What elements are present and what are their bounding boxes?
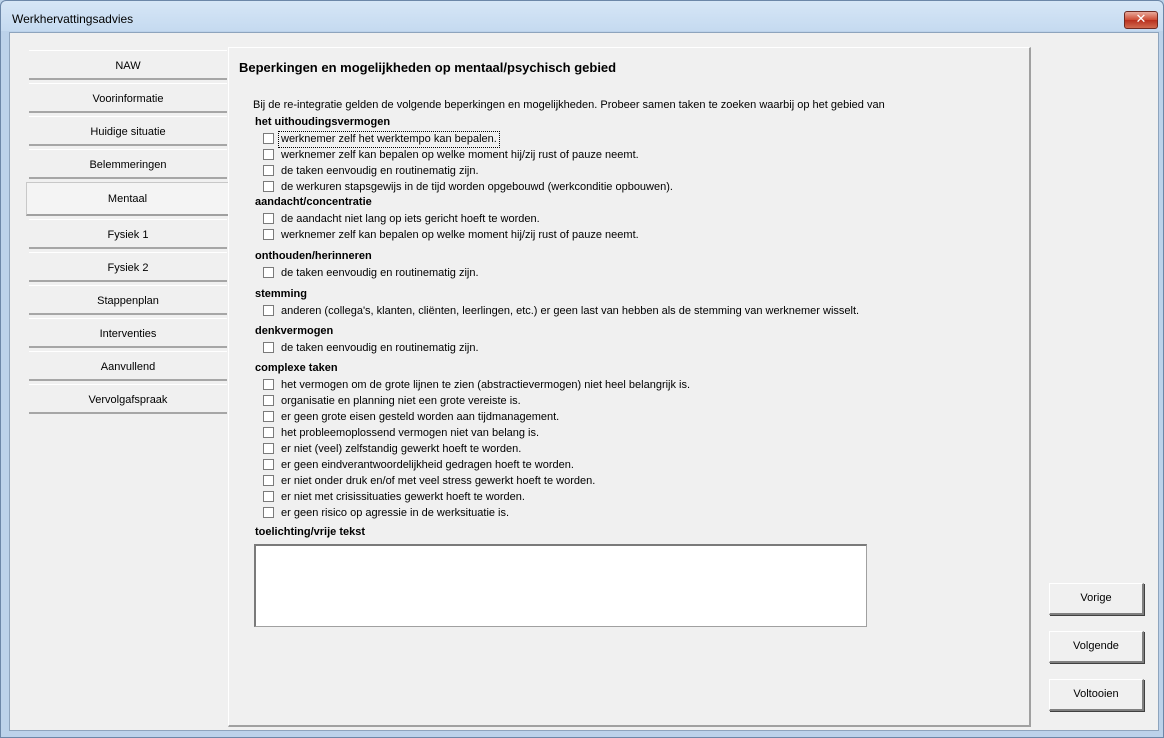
dialog-body (9, 32, 1159, 731)
finish-button[interactable]: Voltooien (1049, 679, 1144, 711)
checkbox-label: er niet onder druk en/of met veel stress gewerkt hoeft te worden. (281, 475, 596, 487)
tab-fysiek-1[interactable]: Fysiek 1 (29, 219, 227, 249)
tab-belemmeringen[interactable]: Belemmeringen (29, 149, 227, 179)
checkbox-label: het vermogen om de grote lijnen te zien (abstractievermogen) niet heel belangrijk is. (281, 379, 691, 391)
tab-vervolgafspraak[interactable]: Vervolgafspraak (29, 384, 227, 414)
checkbox-label: organisatie en planning niet een grote vereiste is. (281, 395, 521, 407)
checkbox-label: anderen (collega's, klanten, cliënten, leerlingen, etc.) er geen last van hebben als de stemming van werknemer wisselt. (281, 305, 860, 317)
checkbox-label: er geen eindverantwoordelijkheid gedragen hoeft te worden. (281, 459, 574, 471)
checkbox[interactable] (263, 229, 274, 240)
notes-label: toelichting/vrije tekst (255, 526, 366, 538)
checkbox[interactable] (263, 443, 274, 454)
checkbox-label: er niet met crisissituaties gewerkt hoeft te worden. (281, 491, 525, 503)
section-heading: stemming (255, 288, 307, 300)
checkbox-label: werknemer zelf het werktempo kan bepalen. (281, 133, 497, 145)
checkbox[interactable] (263, 267, 274, 278)
tab-naw[interactable]: NAW (29, 50, 227, 80)
checkbox[interactable] (263, 379, 274, 390)
tab-voorinformatie[interactable]: Voorinformatie (29, 83, 227, 113)
section-heading: aandacht/concentratie (255, 196, 372, 208)
intro-text: Bij de re-integratie gelden de volgende beperkingen en mogelijkheden. Probeer samen taken te zoeken waarbij op het gebied van (253, 99, 885, 111)
checkbox[interactable] (263, 427, 274, 438)
checkbox-label: de aandacht niet lang op iets gericht hoeft te worden. (281, 213, 540, 225)
checkbox[interactable] (263, 507, 274, 518)
tab-fysiek-2[interactable]: Fysiek 2 (29, 252, 227, 282)
tab-mentaal[interactable]: Mentaal (26, 182, 229, 216)
notes-textarea[interactable] (254, 544, 867, 627)
checkbox-label: werknemer zelf kan bepalen op welke moment hij/zij rust of pauze neemt. (281, 149, 639, 161)
checkbox[interactable] (263, 305, 274, 316)
tab-stappenplan[interactable]: Stappenplan (29, 285, 227, 315)
checkbox[interactable] (263, 213, 274, 224)
checkbox[interactable] (263, 411, 274, 422)
page-title: Beperkingen en mogelijkheden op mentaal/psychisch gebied (239, 60, 617, 75)
checkbox[interactable] (263, 181, 274, 192)
checkbox-label: het probleemoplossend vermogen niet van belang is. (281, 427, 540, 439)
section-heading: het uithoudingsvermogen (255, 116, 391, 128)
checkbox-label: de taken eenvoudig en routinematig zijn. (281, 267, 479, 279)
close-button[interactable]: ✕ (1124, 11, 1158, 29)
section-heading: onthouden/herinneren (255, 250, 372, 262)
checkbox-label: er geen grote eisen gesteld worden aan tijdmanagement. (281, 411, 560, 423)
window-title: Werkhervattingsadvies (12, 12, 134, 26)
section-heading: complexe taken (255, 362, 338, 374)
checkbox[interactable] (263, 475, 274, 486)
checkbox[interactable] (263, 459, 274, 470)
next-button[interactable]: Volgende (1049, 631, 1144, 663)
checkbox[interactable] (263, 133, 274, 144)
checkbox[interactable] (263, 342, 274, 353)
prev-button[interactable]: Vorige (1049, 583, 1144, 615)
tab-aanvullend[interactable]: Aanvullend (29, 351, 227, 381)
tab-huidige-situatie[interactable]: Huidige situatie (29, 116, 227, 146)
checkbox-label: de taken eenvoudig en routinematig zijn. (281, 165, 479, 177)
checkbox-label: er niet (veel) zelfstandig gewerkt hoeft te worden. (281, 443, 522, 455)
checkbox[interactable] (263, 165, 274, 176)
checkbox[interactable] (263, 149, 274, 160)
checkbox-label: de werkuren stapsgewijs in de tijd worden opgebouwd (werkconditie opbouwen). (281, 181, 673, 193)
checkbox-label: de taken eenvoudig en routinematig zijn. (281, 342, 479, 354)
tab-panel-mentaal (228, 47, 1031, 727)
checkbox-label: er geen risico op agressie in de werksituatie is. (281, 507, 510, 519)
checkbox[interactable] (263, 395, 274, 406)
section-heading: denkvermogen (255, 325, 334, 337)
checkbox[interactable] (263, 491, 274, 502)
tab-interventies[interactable]: Interventies (29, 318, 227, 348)
title-bar[interactable] (1, 1, 1163, 31)
checkbox-label: werknemer zelf kan bepalen op welke moment hij/zij rust of pauze neemt. (281, 229, 639, 241)
